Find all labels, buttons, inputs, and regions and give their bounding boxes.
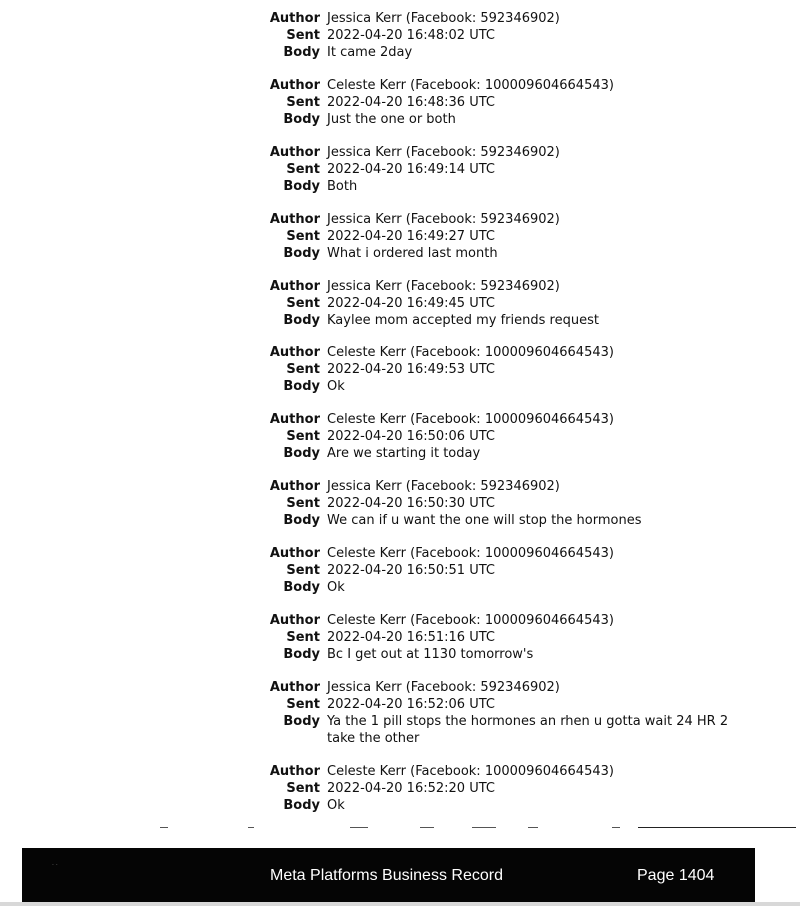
author-value: Celeste Kerr (Facebook: 100009604664543) <box>327 345 614 361</box>
sent-value: 2022-04-20 16:52:20 UTC <box>327 780 495 796</box>
sent-label: Sent <box>286 563 320 579</box>
body-label: Body <box>283 797 320 813</box>
body-label: Body <box>283 446 320 462</box>
message-entry <box>0 144 800 195</box>
message-entry <box>0 545 800 596</box>
author-label: Author <box>269 763 320 779</box>
scan-artifact-segment <box>638 827 796 828</box>
author-value: Jessica Kerr (Facebook: 592346902) <box>327 679 560 695</box>
author-label: Author <box>269 144 320 160</box>
body-label: Body <box>283 713 320 729</box>
sent-row <box>0 361 800 378</box>
body-row <box>0 713 800 747</box>
scan-artifact-segment <box>350 827 368 828</box>
body-label: Body <box>283 245 320 261</box>
sent-label: Sent <box>286 696 320 712</box>
sent-value: 2022-04-20 16:49:45 UTC <box>327 295 495 311</box>
message-entry <box>0 679 800 747</box>
author-row <box>0 77 800 94</box>
sent-value: 2022-04-20 16:50:06 UTC <box>327 429 495 445</box>
author-label: Author <box>269 278 320 294</box>
sent-row <box>0 780 800 797</box>
sent-row <box>0 696 800 713</box>
sent-label: Sent <box>286 496 320 512</box>
author-value: Jessica Kerr (Facebook: 592346902) <box>327 479 560 495</box>
sent-row <box>0 228 800 245</box>
author-label: Author <box>269 11 320 26</box>
sent-value: 2022-04-20 16:49:14 UTC <box>327 161 495 177</box>
body-row <box>0 245 800 262</box>
body-value: Are we starting it today <box>327 446 481 462</box>
body-label: Body <box>283 45 320 60</box>
scan-artifact-segment <box>472 827 496 828</box>
author-label: Author <box>269 345 320 361</box>
sent-row <box>0 629 800 646</box>
message-entry <box>0 278 800 329</box>
sent-row <box>0 562 800 579</box>
author-value: Celeste Kerr (Facebook: 100009604664543) <box>327 763 614 779</box>
sent-value: 2022-04-20 16:48:36 UTC <box>327 94 495 110</box>
message-entry <box>0 77 800 128</box>
scan-artifact-segment <box>528 827 538 828</box>
message-entry <box>0 211 800 262</box>
sent-label: Sent <box>286 630 320 646</box>
message-list <box>0 10 800 830</box>
body-value: Just the one or both <box>327 111 456 127</box>
author-value: Jessica Kerr (Facebook: 592346902) <box>327 211 560 227</box>
body-value: Both <box>327 178 358 194</box>
body-value: What i ordered last month <box>327 245 498 261</box>
sent-label: Sent <box>286 228 320 244</box>
author-label: Author <box>269 546 320 562</box>
scan-artifact-segment <box>420 827 434 828</box>
body-row <box>0 579 800 596</box>
sent-value: 2022-04-20 16:51:16 UTC <box>327 630 495 646</box>
sent-label: Sent <box>286 780 320 796</box>
author-value: Jessica Kerr (Facebook: 592346902) <box>327 11 560 26</box>
sent-label: Sent <box>286 429 320 445</box>
scan-artifact-line <box>0 827 800 831</box>
body-row <box>0 512 800 529</box>
message-entry <box>0 411 800 462</box>
author-label: Author <box>269 613 320 629</box>
body-label: Body <box>283 580 320 596</box>
body-row <box>0 378 800 395</box>
sent-row <box>0 161 800 178</box>
author-row <box>0 411 800 428</box>
footer-title: Meta Platforms Business Record <box>270 867 503 884</box>
sent-value: 2022-04-20 16:49:53 UTC <box>327 362 495 378</box>
body-label: Body <box>283 111 320 127</box>
author-row <box>0 10 800 27</box>
sent-value: 2022-04-20 16:50:51 UTC <box>327 563 495 579</box>
sent-label: Sent <box>286 295 320 311</box>
body-value: Kaylee mom accepted my friends request <box>327 312 599 328</box>
sent-label: Sent <box>286 94 320 110</box>
author-label: Author <box>269 679 320 695</box>
author-label: Author <box>269 211 320 227</box>
page-number: Page 1404 <box>637 867 715 884</box>
body-label: Body <box>283 178 320 194</box>
author-value: Celeste Kerr (Facebook: 100009604664543) <box>327 546 614 562</box>
body-label: Body <box>283 647 320 663</box>
sent-value: 2022-04-20 16:48:02 UTC <box>327 28 495 43</box>
body-row <box>0 44 800 61</box>
sent-value: 2022-04-20 16:52:06 UTC <box>327 696 495 712</box>
sent-value: 2022-04-20 16:49:27 UTC <box>327 228 495 244</box>
sent-row <box>0 428 800 445</box>
body-row <box>0 178 800 195</box>
author-value: Celeste Kerr (Facebook: 100009604664543) <box>327 77 614 93</box>
author-label: Author <box>269 412 320 428</box>
body-value: Bc I get out at 1130 tomorrow's <box>327 647 534 663</box>
body-value: Ok <box>327 797 345 813</box>
sent-row <box>0 495 800 512</box>
author-label: Author <box>269 479 320 495</box>
scan-noise: · · <box>52 862 58 869</box>
author-row <box>0 478 800 495</box>
body-row <box>0 445 800 462</box>
body-row <box>0 797 800 814</box>
scan-artifact-segment <box>248 827 254 828</box>
sent-label: Sent <box>286 362 320 378</box>
message-entry <box>0 478 800 529</box>
body-value: Ok <box>327 580 345 596</box>
body-label: Body <box>283 312 320 328</box>
scan-artifact-segment <box>160 827 168 828</box>
author-row <box>0 278 800 295</box>
page-edge <box>0 902 800 906</box>
sent-value: 2022-04-20 16:50:30 UTC <box>327 496 495 512</box>
author-value: Celeste Kerr (Facebook: 100009604664543) <box>327 613 614 629</box>
author-row <box>0 144 800 161</box>
body-row <box>0 111 800 128</box>
sent-row <box>0 295 800 312</box>
author-row <box>0 545 800 562</box>
message-entry <box>0 763 800 814</box>
body-value: It came 2day <box>327 45 413 60</box>
author-row <box>0 612 800 629</box>
body-value: We can if u want the one will stop the hormones <box>327 513 642 529</box>
message-entry <box>0 612 800 663</box>
body-value: Ya the 1 pill stops the hormones an rhen u gotta wait 24 HR 2 take the other <box>327 713 729 746</box>
author-value: Jessica Kerr (Facebook: 592346902) <box>327 278 560 294</box>
body-value: Ok <box>327 379 345 395</box>
footer-banner <box>22 848 755 902</box>
body-label: Body <box>283 379 320 395</box>
body-label: Body <box>283 513 320 529</box>
message-entry <box>0 344 800 395</box>
sent-label: Sent <box>286 161 320 177</box>
author-value: Celeste Kerr (Facebook: 100009604664543) <box>327 412 614 428</box>
body-row <box>0 646 800 663</box>
sent-row <box>0 94 800 111</box>
sent-row <box>0 27 800 44</box>
author-value: Jessica Kerr (Facebook: 592346902) <box>327 144 560 160</box>
author-row <box>0 211 800 228</box>
sent-label: Sent <box>286 28 320 43</box>
scan-artifact-segment <box>612 827 620 828</box>
author-label: Author <box>269 77 320 93</box>
body-row <box>0 312 800 329</box>
author-row <box>0 763 800 780</box>
message-entry <box>0 10 800 61</box>
author-row <box>0 679 800 696</box>
author-row <box>0 344 800 361</box>
